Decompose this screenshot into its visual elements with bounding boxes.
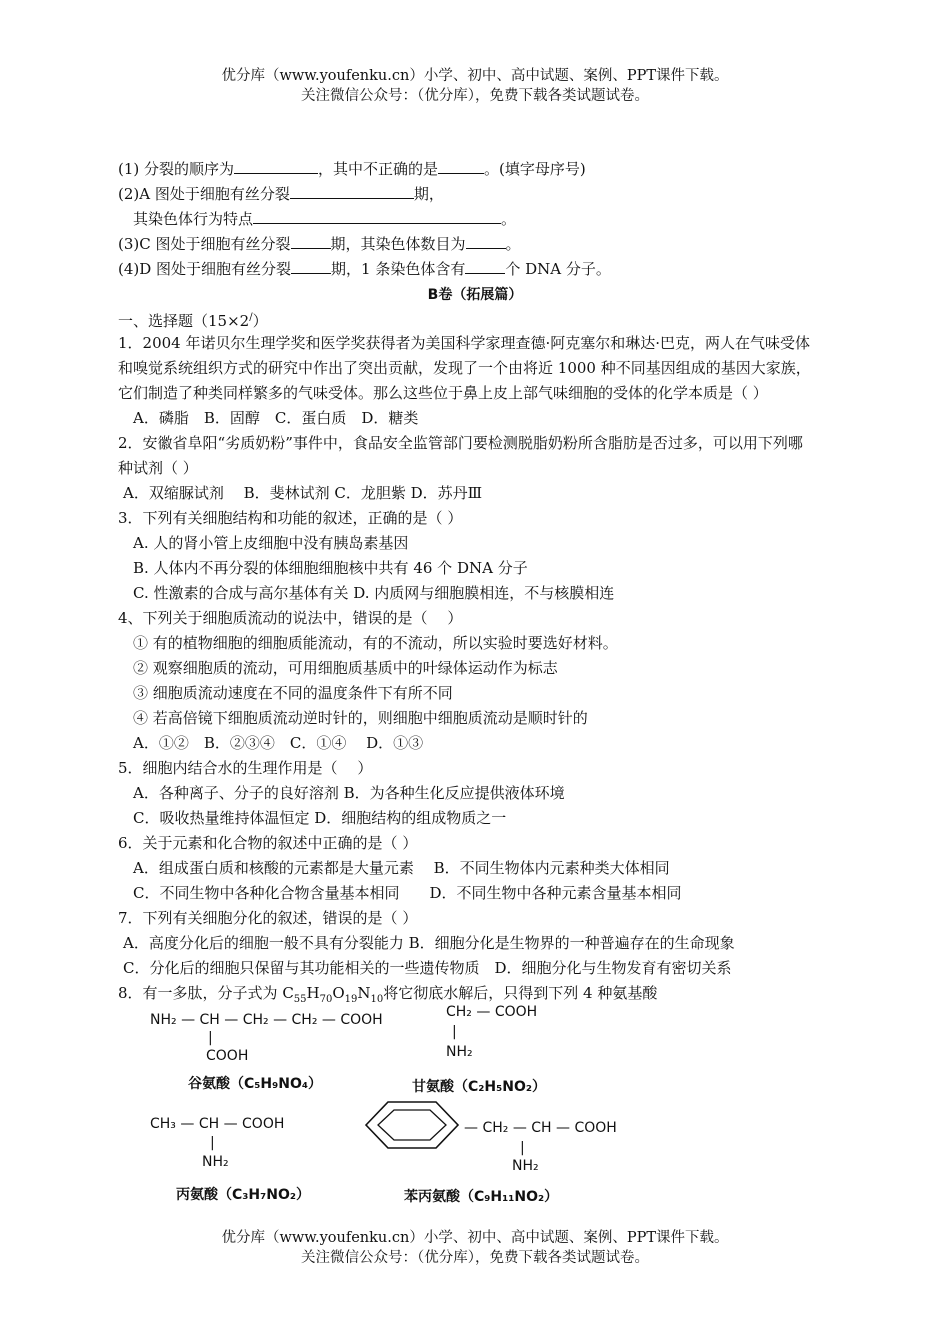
q3-option-a: A. 人的肾小管上皮细胞中没有胰岛素基因 <box>133 534 409 552</box>
q2-line-1: 2．安徽省阜阳“劣质奶粉”事件中，食品安全监管部门要检测脱脂奶粉所含脂肪是否过多，可以用下列哪 <box>118 434 803 452</box>
alanine-bond: | <box>210 1135 215 1151</box>
q2-options: A．双缩脲试剂 B．斐林试剂 C．龙胆紫 D．苏丹Ⅲ <box>123 484 483 502</box>
q5-options-cd: C．吸收热量维持体温恒定 D．细胞结构的组成物质之一 <box>133 809 507 827</box>
phenylalanine-main-chain: — CH₂ — CH — COOH <box>464 1120 617 1136</box>
q6-options-ab: A．组成蛋白质和核酸的元素都是大量元素 B．不同生物体内元素种类大体相同 <box>133 859 670 877</box>
q3-line-1: 3．下列有关细胞结构和功能的叙述，正确的是（ ） <box>118 509 463 527</box>
header-line-1: 优分库（www.youfenku.cn）小学、初中、高中试题、案例、PPT课件下载。 <box>221 68 729 84</box>
glycine-label: 甘氨酸（C₂H₅NO₂） <box>412 1079 547 1095</box>
blank[interactable] <box>290 183 414 199</box>
q4-statement-1: ① 有的植物细胞的细胞质能流动，有的不流动，所以实验时要选好材料。 <box>133 634 618 652</box>
alanine-side-group: NH₂ <box>202 1154 229 1170</box>
glutamate-side-group: COOH <box>206 1048 249 1064</box>
alanine-label: 丙氨酸（C₃H₇NO₂） <box>176 1187 311 1203</box>
footer-line-1: 优分库（www.youfenku.cn）小学、初中、高中试题、案例、PPT课件下载。 <box>221 1230 729 1246</box>
blank[interactable] <box>253 208 501 224</box>
q4-statement-2: ② 观察细胞质的流动，可用细胞质基质中的叶绿体运动作为标志 <box>133 659 558 677</box>
header-line-2: 关注微信公众号：（优分库），免费下载各类试题试卷。 <box>301 88 649 104</box>
glutamate-label: 谷氨酸（C₅H₉NO₄） <box>188 1076 323 1092</box>
q7-line-1: 7．下列有关细胞分化的叙述，错误的是（ ） <box>118 909 418 927</box>
phenylalanine-label: 苯丙氨酸（C₉H₁₁NO₂） <box>404 1189 559 1205</box>
alanine-main-chain: CH₃ — CH — COOH <box>150 1116 285 1132</box>
glutamate-main-chain: NH₂ — CH — CH₂ — CH₂ — COOH <box>150 1012 383 1028</box>
q6-options-cd: C．不同生物中各种化合物含量基本相同 D．不同生物中各种元素含量基本相同 <box>133 884 682 902</box>
glycine-bond: | <box>452 1024 457 1040</box>
q6-line-1: 6．关于元素和化合物的叙述中正确的是（ ） <box>118 834 418 852</box>
q7-options-ab: A．高度分化后的细胞一般不具有分裂能力 B．细胞分化是生物界的一种普遍存在的生命现象 <box>123 934 735 952</box>
q2-line-2: 种试剂（ ） <box>118 459 198 477</box>
q4-line-1: 4、下列关于细胞质流动的说法中，错误的是（ ） <box>118 609 463 627</box>
blank[interactable] <box>466 233 506 249</box>
section-title: B卷（拓展篇） <box>427 287 523 303</box>
glycine-side-group: NH₂ <box>446 1044 473 1060</box>
footer-line-2: 关注微信公众号：（优分库），免费下载各类试题试卷。 <box>301 1250 649 1266</box>
q5-line-1: 5．细胞内结合水的生理作用是（ ） <box>118 759 373 777</box>
blank[interactable] <box>291 233 331 249</box>
fill-q3: (3)C 图处于细胞有丝分裂 期，其染色体数目为 。 <box>118 235 521 253</box>
fill-q1: (1) 分裂的顺序为 ，其中不正确的是 。(填字母序号) <box>118 160 586 178</box>
q1-line-1: 1．2004 年诺贝尔生理学奖和医学奖获得者为美国科学家理查德·阿克塞尔和琳达·巴克，两人在气味受体 <box>118 334 811 352</box>
blank[interactable] <box>234 158 318 174</box>
q5-options-ab: A．各种离子、分子的良好溶剂 B．为各种生化反应提供液体环境 <box>133 784 565 802</box>
q8-line-1: 8．有一多肽，分子式为 $C_{55}H_{70}O_{19}N_{10}$将它彻底水解后，只得到下列 4 种氨基酸 <box>118 984 658 1005</box>
q4-statement-3: ③ 细胞质流动速度在不同的温度条件下有所不同 <box>133 684 453 702</box>
blank[interactable] <box>465 258 505 274</box>
q4-options: A．①② B．②③④ C．①④ D．①③ <box>133 734 424 752</box>
q7-options-cd: C．分化后的细胞只保留与其功能相关的一些遗传物质 D．细胞分化与生物发育有密切关系 <box>123 959 732 977</box>
glutamate-bond: | <box>208 1030 213 1046</box>
phenylalanine-side-group: NH₂ <box>512 1158 539 1174</box>
q1-options: A．磷脂 B．固醇 C．蛋白质 D．糖类 <box>133 409 419 427</box>
blank[interactable] <box>438 158 484 174</box>
q4-statement-4: ④ 若高倍镜下细胞质流动逆时针的，则细胞中细胞质流动是顺时针的 <box>133 709 588 727</box>
benzene-ring-icon <box>362 1098 462 1152</box>
q3-option-cd: C. 性激素的合成与高尔基体有关 D. 内质网与细胞膜相连，不与核膜相连 <box>133 584 615 602</box>
q3-option-b: B. 人体内不再分裂的体细胞细胞核中共有 46 个 DNA 分子 <box>133 559 528 577</box>
blank[interactable] <box>291 258 331 274</box>
fill-q2: (2)A 图处于细胞有丝分裂 期， <box>118 185 444 203</box>
fill-q4: (4)D 图处于细胞有丝分裂 期，1 条染色体含有 个 DNA 分子。 <box>118 260 611 278</box>
part-one-title: 一、选择题（15×2/） <box>118 312 268 330</box>
fill-q2-detail: 其染色体行为特点 。 <box>133 210 517 228</box>
q1-line-3: 它们制造了种类同样繁多的气味受体。那么这些位于鼻上皮上部气味细胞的受体的化学本质是（ ） <box>118 384 768 402</box>
glycine-main-chain: CH₂ — COOH <box>446 1004 538 1020</box>
phenylalanine-bond: | <box>520 1140 525 1156</box>
q1-line-2: 和嗅觉系统组织方式的研究中作出了突出贡献，发现了一个由将近 1000 种不同基因组成的基因大家族， <box>118 359 811 377</box>
